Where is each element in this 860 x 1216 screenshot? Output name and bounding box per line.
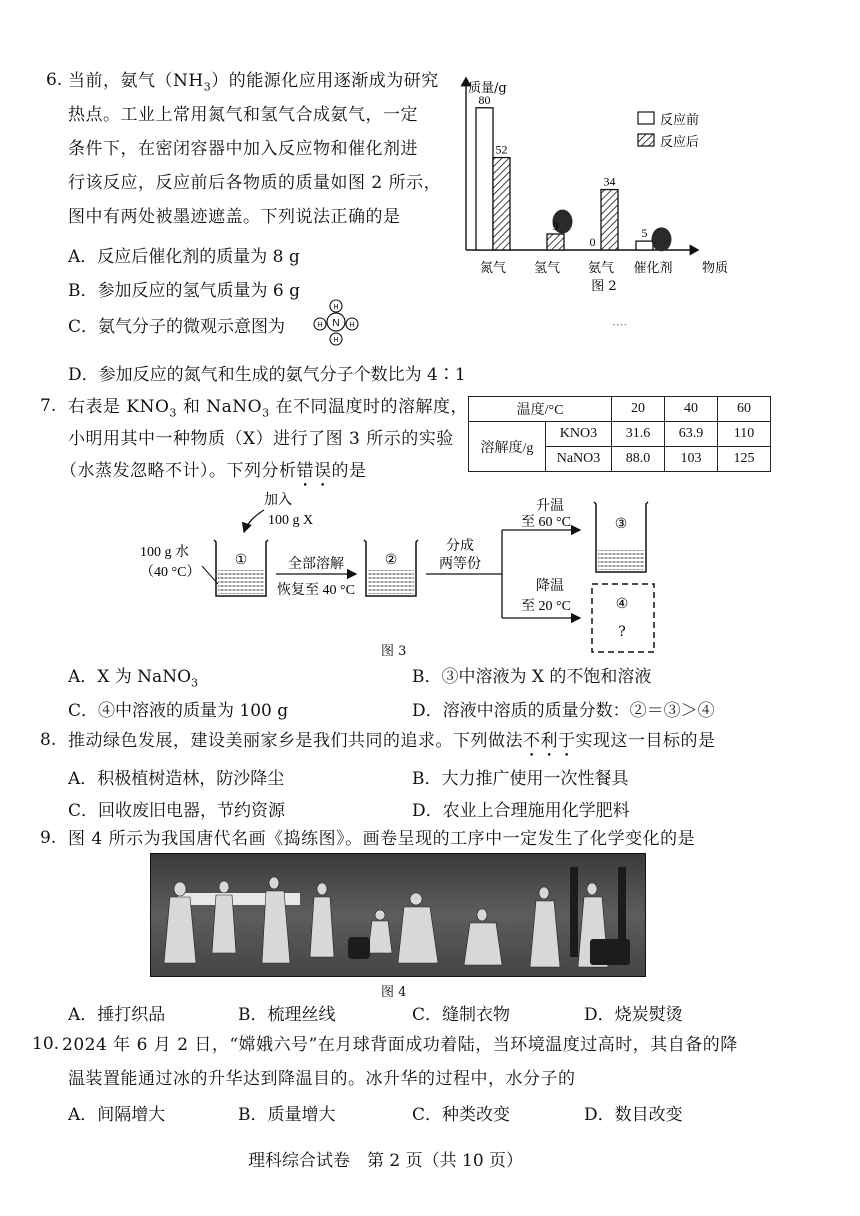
q9-option-b: B．梳理丝线 [238, 1005, 336, 1025]
q7-option-a: A．X 为 NaNO$_3$ [68, 667, 199, 690]
ammonia-molecule-diagram [312, 298, 360, 346]
table-header-cell: 40 [665, 397, 718, 422]
chart-data-label: 34 [603, 174, 616, 189]
q7-line-2: 小明用其中一种物质（X）进行了图 3 所示的实验 [68, 429, 454, 449]
chart-bar [601, 190, 618, 250]
figure-3-experiment-diagram [130, 488, 670, 658]
table-cell: 125 [718, 447, 771, 472]
table-cell: 110 [718, 422, 771, 447]
table-cell: 31.6 [612, 422, 665, 447]
figure-4-caption: 图 4 [381, 985, 407, 1000]
q8-option-c: C．回收废旧电器，节约资源 [68, 801, 286, 821]
add-label: 加入 [264, 492, 292, 508]
beaker-1-liquid [218, 570, 264, 594]
table-header-cell: 温度/°C [469, 397, 612, 422]
step-1-label-top: 全部溶解 [288, 556, 344, 572]
water-label: 100 g 水 [140, 545, 189, 560]
q7-line-3: （水蒸发忽略不计）。下列分析错误的是 [60, 461, 367, 481]
figure-3-caption: 图 3 [381, 644, 407, 659]
chart-bar [636, 241, 653, 250]
q6-line-5: 图中有两处被墨迹遮盖。下列说法正确的是 [68, 207, 401, 227]
beaker-3-liquid [598, 550, 644, 570]
cool-label-top: 降温 [536, 578, 564, 594]
q7-number: 7. [40, 396, 57, 416]
molecule-h-atom: H [349, 322, 355, 329]
step-1-label-bottom: 恢复至 40 °C [277, 583, 355, 598]
chart-bar [547, 234, 564, 250]
chart-bar [493, 158, 510, 250]
chart-legend-swatch [638, 134, 654, 146]
chart-category-label: 催化剂 [633, 261, 673, 276]
table-cell: 63.9 [665, 422, 718, 447]
chart-x-axis-label: 物质 [702, 261, 729, 276]
heat-label-bottom: 至 60 °C [521, 515, 571, 530]
q10-line-1: 2024 年 6 月 2 日，“嫦娥六号”在月球背面成功着陆，当环境温度过高时，其自备的降 [62, 1035, 738, 1055]
q10-line-2: 温装置能通过冰的升华达到降温目的。冰升华的过程中，水分子的 [68, 1069, 576, 1089]
q6-line-4: 行该反应，反应前后各物质的质量如图 2 所示， [68, 173, 442, 193]
q9-option-d: D．烧炭熨烫 [584, 1005, 683, 1025]
q7-line-1: 右表是 $KNO_3$ 和 NaNO$_3$ 在不同温度时的溶解度， [68, 397, 468, 420]
q6-line-2: 热点。工业上常用氮气和氢气合成氨气，一定 [68, 105, 418, 125]
beaker-4-question-mark: ? [618, 624, 626, 640]
q6-option-b: B．参加反应的氢气质量为 6 g [68, 281, 300, 301]
add-amount-label: 100 g X [268, 513, 314, 528]
chart-legend-label: 反应后 [660, 135, 700, 150]
q10-option-a: A．间隔增大 [68, 1105, 166, 1125]
table-row [469, 422, 771, 447]
q10-option-b: B．质量增大 [238, 1105, 336, 1125]
figure-2-bar-chart [452, 66, 742, 296]
table-cell-substance: KNO3 [545, 422, 611, 447]
beaker-1-label: ① [234, 552, 248, 568]
table-header-cell: 60 [718, 397, 771, 422]
beaker-4-label: ④ [615, 596, 629, 612]
q7-option-d: D．溶液中溶质的质量分数：②＝③＞④ [412, 701, 715, 721]
painting-image [150, 853, 646, 977]
split-label-bottom: 两等份 [439, 556, 481, 572]
split-label-top: 分成 [446, 538, 474, 554]
q6-number: 6. [46, 70, 63, 90]
q8-option-a: A．积极植树造林，防沙降尘 [68, 769, 285, 789]
molecule-h-atom: H [333, 337, 339, 344]
q9-number: 9. [40, 828, 57, 848]
q9-option-a: A．捶打织品 [68, 1005, 166, 1025]
q10-option-d: D．数目改变 [584, 1105, 683, 1125]
q9-text: 图 4 所示为我国唐代名画《捣练图》。画卷呈现的工序中一定发生了化学变化的是 [68, 829, 696, 849]
molecule-h-atom: H [333, 304, 339, 311]
chart-data-label: 5 [641, 226, 648, 241]
chart-ink-blot [652, 227, 672, 251]
chart-legend-label: 反应前 [660, 113, 700, 128]
q10-number: 10. [32, 1034, 60, 1054]
chart-legend-swatch [638, 112, 654, 124]
table-header-row [469, 397, 771, 422]
q7-option-c: C．④中溶液的质量为 100 g [68, 701, 289, 721]
q6-option-a: A．反应后催化剂的质量为 8 g [68, 247, 300, 267]
chart-category-label: 氮气 [479, 261, 507, 276]
chart-data-label: 0 [589, 235, 596, 249]
table-row-label: 溶解度/g [469, 422, 546, 472]
page-footer: 理科综合试卷 第 2 页（共 10 页） [248, 1151, 524, 1171]
q6-line-3: 条件下，在密闭容器中加入反应物和催化剂进 [68, 139, 418, 159]
q7-option-b: B．③中溶液为 X 的不饱和溶液 [412, 667, 652, 687]
table-header-cell: 20 [612, 397, 665, 422]
table-cell: 103 [665, 447, 718, 472]
chart-caption: 图 2 [591, 279, 617, 294]
q6-line-1: 当前，氨气$(NH_3)$的能源化应用逐渐成为研究 [68, 71, 439, 94]
beaker-2-liquid [368, 570, 414, 594]
q6-option-d: D．参加反应的氮气和生成的氨气分子个数比为 4∶1 [68, 365, 466, 385]
q8-option-b: B．大力推广使用一次性餐具 [412, 769, 629, 789]
chart-category-label: 氢气 [533, 261, 561, 276]
beaker-2-label: ② [384, 552, 398, 568]
chart-y-axis-label: 质量/g [468, 81, 507, 96]
table-cell-substance: NaNO3 [545, 447, 611, 472]
q6-option-c: C．氨气分子的微观示意图为 [68, 317, 286, 337]
beaker-3-label: ③ [614, 516, 628, 532]
q8-number: 8. [40, 730, 57, 750]
add-arrow [244, 510, 264, 532]
table-cell: 88.0 [612, 447, 665, 472]
q8-text: 推动绿色发展，建设美丽家乡是我们共同的追求。下列做法不利于实现这一目标的是 [68, 731, 716, 751]
q9-option-c: C．缝制衣物 [412, 1005, 511, 1025]
q10-option-c: C．种类改变 [412, 1105, 511, 1125]
water-temp-label: （40 °C） [140, 565, 201, 580]
q8-option-d: D．农业上合理施用化学肥料 [412, 801, 630, 821]
cool-label-bottom: 至 20 °C [521, 599, 571, 614]
solubility-table [468, 396, 771, 472]
molecule-center-atom: N [332, 318, 340, 329]
chart-category-label: 氨气 [587, 261, 615, 276]
scan-dots: ···· [612, 318, 628, 332]
chart-bar [476, 108, 493, 250]
chart-data-label: 80 [478, 92, 491, 107]
chart-data-label: 52 [495, 142, 508, 157]
molecule-h-atom: H [317, 322, 323, 329]
beaker-4-box [592, 584, 654, 652]
chart-data-label: 9 [552, 219, 559, 233]
heat-label-top: 升温 [536, 498, 564, 514]
